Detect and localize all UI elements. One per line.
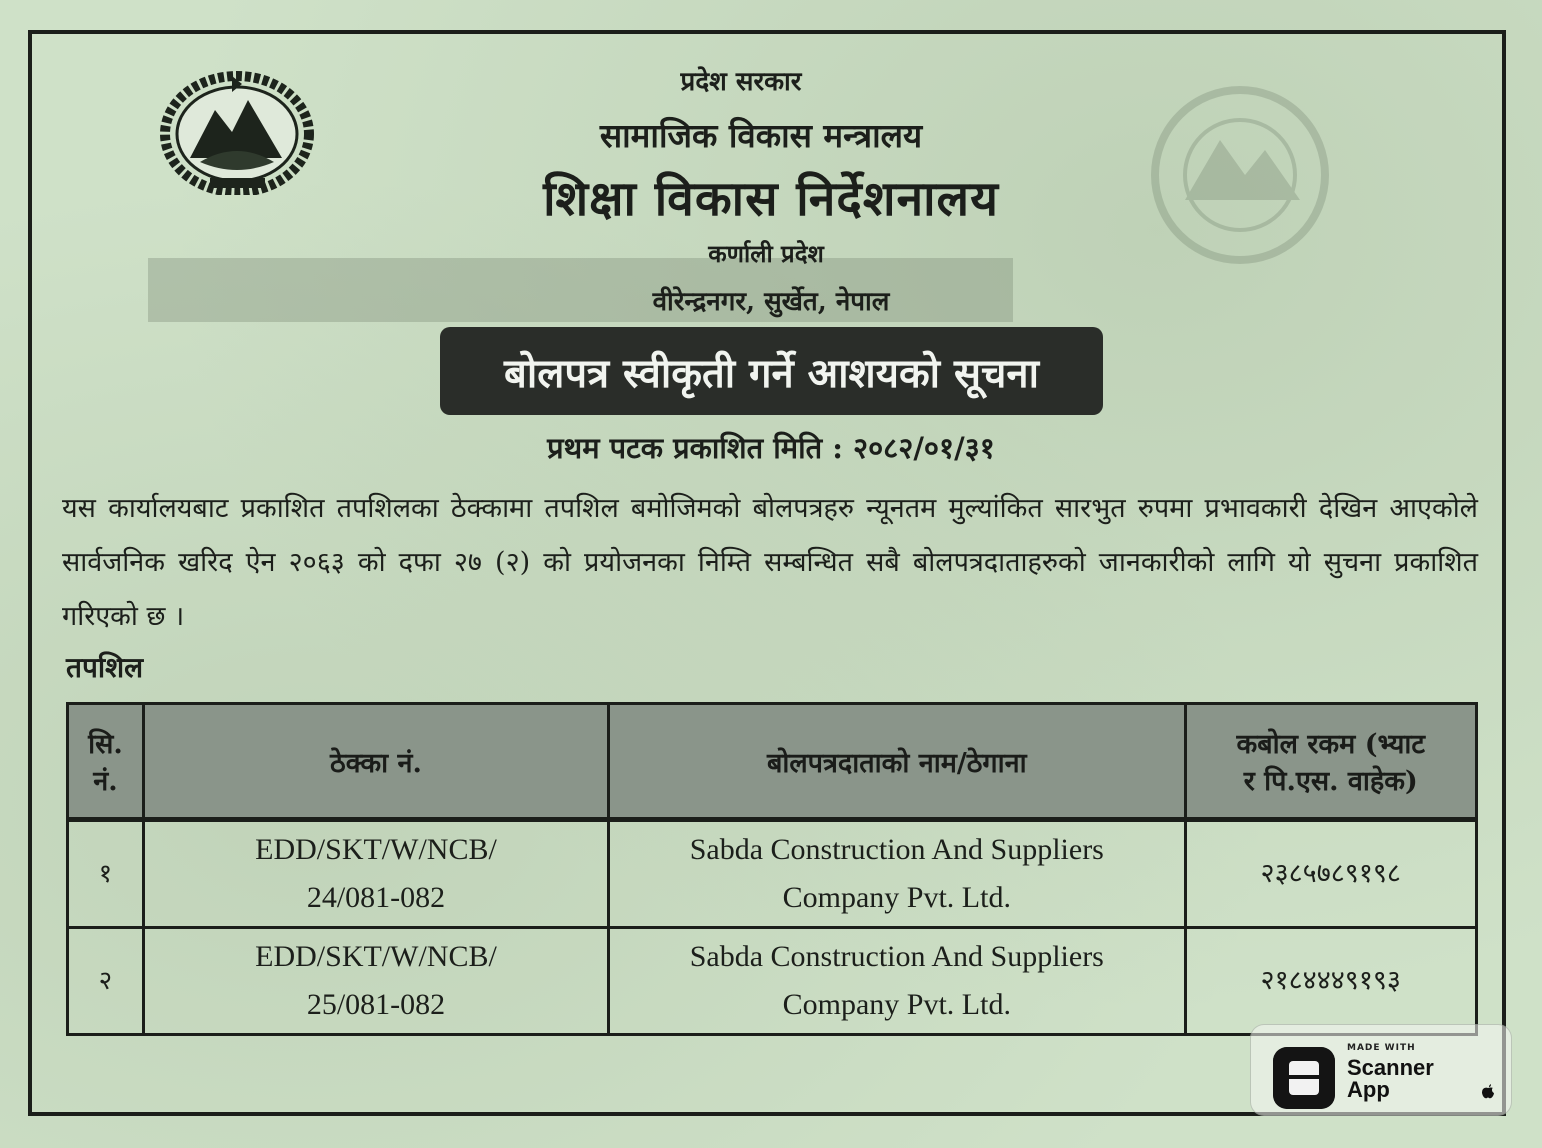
row-bidder: [609, 820, 1185, 928]
contract-no-line2: 25/081-082: [306, 988, 446, 1021]
watermark-app-name-line2: App: [1347, 1077, 1390, 1102]
header-serial-no: [68, 704, 144, 820]
bidder-line2: Company Pvt. Ltd.: [782, 881, 1011, 914]
government-name: प्रदेश सरकार: [680, 67, 802, 97]
header-bidder: बोलपत्रदाताको नाम/ठेगाना: [609, 704, 1185, 820]
bidder-line1: Sabda Construction And Suppliers: [689, 940, 1104, 973]
scanner-app-watermark: [1250, 1024, 1512, 1116]
contract-no-line1: EDD/SKT/W/NCB/: [255, 833, 497, 866]
row-contract-no: [143, 928, 608, 1035]
row-amount: २१८४४४९१९३: [1185, 928, 1477, 1035]
bidder-line2: Company Pvt. Ltd.: [782, 988, 1011, 1021]
province-name: कर्णाली प्रदेश: [708, 239, 824, 268]
bidder-line1: Sabda Construction And Suppliers: [689, 833, 1104, 866]
row-bidder: [609, 928, 1185, 1035]
ministry-name: सामाजिक विकास मन्त्रालय: [599, 116, 923, 155]
apple-logo-icon: [1481, 1083, 1495, 1099]
table-row: [68, 928, 1477, 1035]
bid-schedule-table: [66, 702, 1478, 1036]
header-serial-no-line2: नं.: [93, 766, 118, 797]
header-contract-no: ठेक्का नं.: [143, 704, 608, 820]
watermark-made-with: MADE WITH: [1347, 1043, 1416, 1053]
header-amount-line1: कबोल रकम (भ्याट: [1236, 729, 1425, 760]
row-serial-no: २: [68, 928, 144, 1035]
schedule-label: तपशिल: [66, 651, 144, 684]
notice-body: यस कार्यालयबाट प्रकाशित तपशिलका ठेक्कामा तपशिल बमोजिमको बोलपत्रहरु न्यूनतम मुल्यांकित सारभुत रुपमा प्रभावकारी देखिन आएकोले सार्वजनिक खरिद ऐन २०६३ को दफा २७ (२) को प्रयोजनका निम्ति सम्बन्धित सबै बोलपत्रदाताहरुको जानकारीको लागि यो सुचना प्रकाशित गरिएको छ ।: [62, 493, 1478, 632]
header-amount: [1185, 704, 1477, 820]
table-row: [68, 820, 1477, 928]
row-serial-no: १: [68, 820, 144, 928]
directorate-name: शिक्षा विकास निर्देशनालय: [543, 171, 999, 227]
row-contract-no: [143, 820, 608, 928]
header-serial-no-line1: सि.: [88, 729, 123, 760]
contract-no-line2: 24/081-082: [306, 881, 446, 914]
scanner-app-icon: [1273, 1047, 1335, 1109]
row-amount: २३८५७८९१९८: [1185, 820, 1477, 928]
contract-no-line1: EDD/SKT/W/NCB/: [255, 940, 497, 973]
table-header-row: [68, 704, 1477, 820]
notice-title: बोलपत्र स्वीकृती गर्ने आशयको सूचना: [440, 327, 1103, 415]
header-amount-line2: र पि.एस. वाहेक): [1243, 766, 1418, 797]
published-date: प्रथम पटक प्रकाशित मिति : २०८२/०१/३१: [547, 431, 995, 465]
watermark-app-name: [1347, 1057, 1434, 1101]
office-address: वीरेन्द्रनगर, सुर्खेत, नेपाल: [652, 287, 890, 317]
watermark-app-name-line1: Scanner: [1347, 1055, 1434, 1080]
